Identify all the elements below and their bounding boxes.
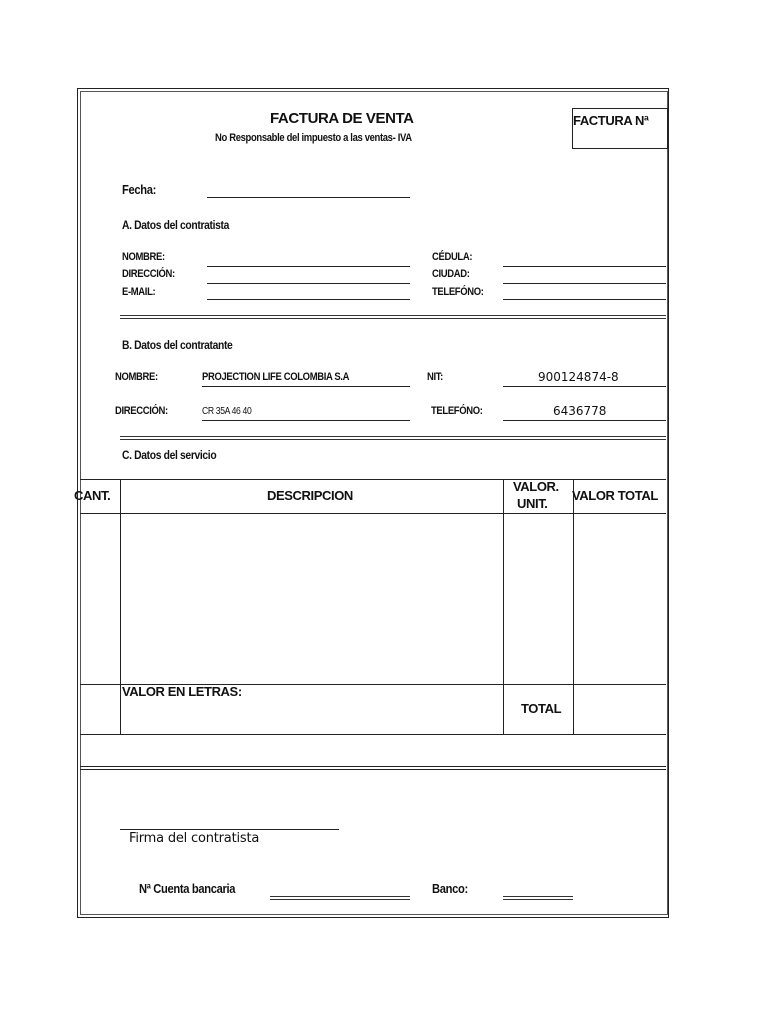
cuenta-bancaria-line — [270, 896, 410, 900]
contratante-direccion-value: CR 35A 46 40 — [202, 406, 252, 417]
contratista-cedula-line — [503, 266, 666, 267]
table-header-bottom-line — [80, 513, 666, 514]
contratante-nombre-value: PROJECTION LIFE COLOMBIA S.A — [202, 371, 350, 383]
table-top-line — [80, 479, 666, 480]
col-cant-header: CANT. — [74, 488, 111, 503]
invoice-inner-frame — [80, 91, 668, 915]
contratante-telefono-value: 6436778 — [553, 404, 607, 418]
invoice-title: FACTURA DE VENTA — [270, 110, 414, 127]
table-total-bottom-line — [80, 734, 666, 735]
footer-top-line — [80, 769, 666, 770]
col-valor-total-header: VALOR TOTAL — [572, 488, 658, 503]
contratante-direccion-label: DIRECCIÓN: — [115, 405, 168, 417]
section-c-title: C. Datos del servicio — [122, 448, 217, 462]
banco-label: Banco: — [432, 881, 468, 896]
contratante-direccion-line — [202, 420, 410, 421]
contratista-nombre-line — [207, 266, 410, 267]
contratante-nit-label: NIT: — [427, 371, 443, 383]
col-descripcion-header: DESCRIPCION — [267, 488, 353, 503]
contratante-nombre-line — [202, 386, 410, 387]
contratante-nit-line — [503, 386, 666, 387]
contratista-telefono-label: TELEFÓNO: — [432, 286, 484, 298]
total-label: TOTAL — [521, 701, 562, 716]
col-valor-unit-header-line1: VALOR. — [513, 479, 559, 494]
contratante-telefono-line — [503, 420, 666, 421]
fecha-label: Fecha: — [122, 182, 156, 197]
section-a-divider — [120, 315, 666, 319]
invoice-subtitle: No Responsable del impuesto a las ventas- IVA — [215, 132, 412, 144]
contratista-telefono-line — [503, 299, 666, 300]
contratante-nit-value: 900124874-8 — [538, 370, 619, 384]
contratista-direccion-line — [207, 283, 410, 284]
contratista-direccion-label: DIRECCIÓN: — [122, 268, 175, 280]
table-extra-bottom-line — [80, 766, 666, 767]
banco-line — [503, 896, 573, 900]
contratante-nombre-label: NOMBRE: — [115, 371, 158, 383]
contratista-email-line — [207, 299, 410, 300]
table-col-divider-2 — [503, 479, 504, 734]
contratista-ciudad-line — [503, 283, 666, 284]
col-valor-unit-header-line2: UNIT. — [517, 496, 548, 511]
table-col-divider-1 — [120, 479, 121, 734]
contratante-telefono-label: TELEFÓNO: — [431, 405, 483, 417]
contratista-cedula-label: CÉDULA: — [432, 251, 473, 263]
table-col-divider-3 — [573, 479, 574, 734]
cuenta-bancaria-label: Nª Cuenta bancaria — [139, 881, 236, 896]
contratista-ciudad-label: CIUDAD: — [432, 268, 470, 280]
section-b-title: B. Datos del contratante — [122, 338, 233, 352]
firma-label: Firma del contratista — [129, 831, 260, 846]
fecha-line — [207, 197, 410, 198]
valor-en-letras-label: VALOR EN LETRAS: — [122, 684, 242, 699]
section-a-title: A. Datos del contratista — [122, 218, 230, 232]
firma-line — [120, 829, 339, 830]
invoice-number-label: FACTURA Nª — [573, 113, 649, 128]
contratista-nombre-label: NOMBRE: — [122, 251, 165, 263]
contratista-email-label: E-MAIL: — [122, 286, 156, 298]
section-b-divider — [120, 436, 666, 440]
